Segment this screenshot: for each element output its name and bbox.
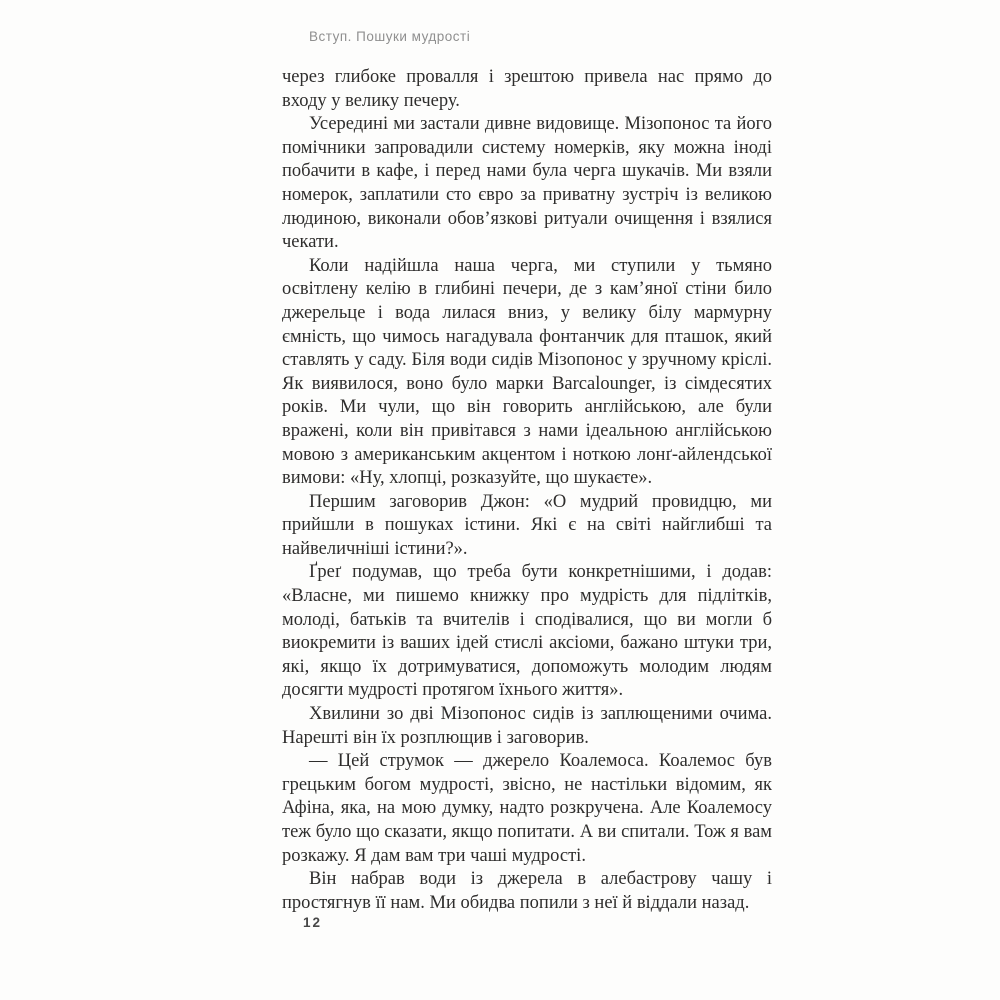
body-paragraph: Коли надійшла наша черга, ми ступили у тьмяно освітлену келію в глибині печери, де з кам’яної стіни било джерельце і вода лилася вниз, у велику білу мармурну ємність, що чимось нагадувала фонтанчик для пташок, який ставлять у саду. Біля води сидів Мізопонос у зручному кріслі. Як виявилося, воно було марки Barcalounger, із сімдесятих років. Ми чули, що він говорить англійською, але були вражені, коли він привітався з нами ідеальною англійською мовою з американським акцентом і ноткою лонґ-айлендської вимови: «Ну, хлопці, розказуйте, що шукаєте». bbox=[282, 255, 772, 489]
body-paragraph: Першим заговорив Джон: «О мудрий провидцю, ми прийшли в пошуках істини. Які є на світі найглибші та найвеличніші істини?». bbox=[282, 491, 772, 559]
body-paragraph: Хвилини зо дві Мізопонос сидів із заплющеними очима. Нарешті він їх розплющив і заговорив. bbox=[282, 704, 772, 748]
body-paragraph: через глибоке провалля і зрештою привела нас прямо до входу у велику печеру. bbox=[282, 67, 772, 111]
running-header: Вступ. Пошуки мудрості bbox=[309, 29, 471, 44]
body-paragraph: — Цей струмок — джерело Коалемоса. Коалемос був грецьким богом мудрості, звісно, не настільки відомим, як Афіна, яка, на мою думку, надто розкручена. Але Коалемосу теж було що сказати, якщо попитати. А ви спитали. Тож я вам розкажу. Я дам вам три чаші мудрості. bbox=[282, 751, 772, 866]
page-number: 12 bbox=[303, 915, 323, 930]
body-paragraph: Усередині ми застали дивне видовище. Мізопонос та його помічники запровадили систему номерків, яку можна іноді побачити в кафе, і перед нами була черга шукачів. Ми взяли номерок, заплатили сто євро за приватну зустріч із великою людиною, виконали обов’язкові ритуали очищення і взялися чекати. bbox=[282, 114, 772, 253]
body-paragraph: Він набрав води із джерела в алебастрову чашу і простягнув її нам. Ми обидва попили з неї й віддали назад. bbox=[282, 869, 772, 913]
body-paragraph: Ґреґ подумав, що треба бути конкретнішими, і додав: «Власне, ми пишемо книжку про мудрість для підлітків, молоді, батьків та вчителів і сподівалися, що ви могли б виокремити із ваших ідей стислі аксіоми, бажано штуки три, які, якщо їх дотримуватися, допоможуть молодим людям досягти мудрості протягом їхнього життя». bbox=[282, 562, 772, 701]
page-text bbox=[282, 66, 772, 915]
